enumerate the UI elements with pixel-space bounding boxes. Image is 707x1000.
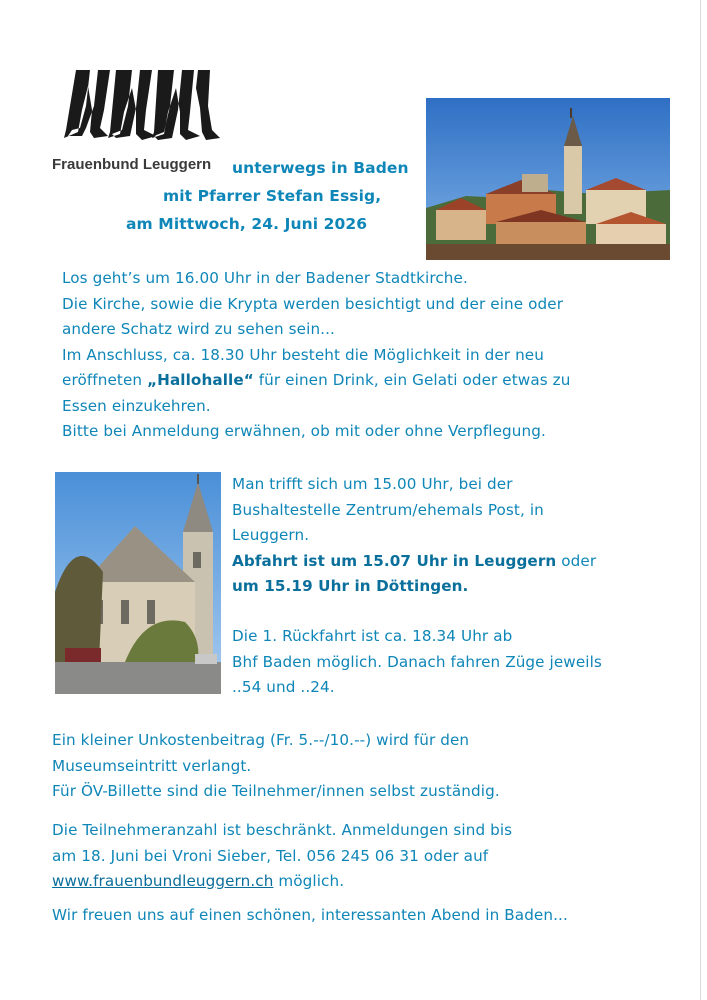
website-link[interactable]: www.frauenbundleuggern.ch bbox=[52, 872, 274, 890]
leuggern-church-photo bbox=[55, 472, 221, 694]
intro-line: andere Schatz wird zu sehen sein... bbox=[62, 320, 335, 338]
meeting-line bbox=[232, 549, 596, 575]
costs-paragraph bbox=[52, 728, 500, 805]
departure-leuggern: Abfahrt ist um 15.07 Uhr in Leuggern bbox=[232, 551, 557, 570]
intro-paragraph bbox=[62, 266, 570, 445]
walking-legs-logo bbox=[60, 66, 230, 146]
title-line-3: am Mittwoch, 24. Juni 2026 bbox=[126, 215, 368, 233]
baden-town-photo bbox=[426, 98, 670, 260]
page-edge bbox=[700, 0, 701, 1000]
intro-line: Die Kirche, sowie die Krypta werden besichtigt und der eine oder bbox=[62, 294, 564, 313]
organization-name: Frauenbund Leuggern bbox=[52, 156, 212, 173]
intro-line bbox=[62, 368, 570, 394]
meeting-line: Bushaltestelle Zentrum/ehemals Post, in bbox=[232, 500, 544, 519]
costs-line: Für ÖV-Billette sind die Teilnehmer/innen selbst zuständig. bbox=[52, 782, 500, 800]
meeting-paragraph bbox=[232, 472, 596, 600]
intro-line: Los geht’s um 16.00 Uhr in der Badener Stadtkirche. bbox=[62, 269, 468, 287]
title-line-1: unterwegs in Baden bbox=[232, 159, 409, 177]
intro-line: Im Anschluss, ca. 18.30 Uhr besteht die Möglichkeit in der neu bbox=[62, 345, 544, 364]
intro-text: eröffneten bbox=[62, 371, 148, 389]
costs-line: Museumseintritt verlangt. bbox=[52, 756, 252, 775]
departure-doettingen: um 15.19 Uhr in Döttingen. bbox=[232, 577, 469, 595]
intro-text: für einen Drink, ein Gelati oder etwas zu bbox=[253, 371, 571, 389]
registration-line: Die Teilnehmeranzahl ist beschränkt. Anmeldungen sind bis bbox=[52, 821, 513, 839]
return-line: Bhf Baden möglich. Danach fahren Züge jeweils bbox=[232, 652, 602, 671]
intro-line: Bitte bei Anmeldung erwähnen, ob mit oder ohne Verpflegung. bbox=[62, 422, 546, 440]
title-line-2: mit Pfarrer Stefan Essig, bbox=[163, 187, 382, 205]
registration-line: am 18. Juni bei Vroni Sieber, Tel. 056 245 06 31 oder auf bbox=[52, 846, 489, 865]
registration-line bbox=[52, 869, 512, 895]
return-line: ..54 und ..24. bbox=[232, 678, 335, 696]
return-paragraph bbox=[232, 624, 602, 701]
meeting-line: Leuggern. bbox=[232, 526, 310, 544]
closing-line: Wir freuen uns auf einen schönen, interessanten Abend in Baden... bbox=[52, 906, 568, 924]
intro-line: Essen einzukehren. bbox=[62, 396, 211, 415]
hallohalle-name: „Hallohalle“ bbox=[147, 371, 254, 389]
registration-text: möglich. bbox=[273, 872, 345, 890]
meeting-text: oder bbox=[556, 551, 597, 570]
costs-line: Ein kleiner Unkostenbeitrag (Fr. 5.--/10.--) wird für den bbox=[52, 731, 470, 749]
registration-paragraph bbox=[52, 818, 512, 895]
return-line: Die 1. Rückfahrt ist ca. 18.34 Uhr ab bbox=[232, 627, 513, 645]
meeting-line: Man trifft sich um 15.00 Uhr, bei der bbox=[232, 475, 513, 493]
